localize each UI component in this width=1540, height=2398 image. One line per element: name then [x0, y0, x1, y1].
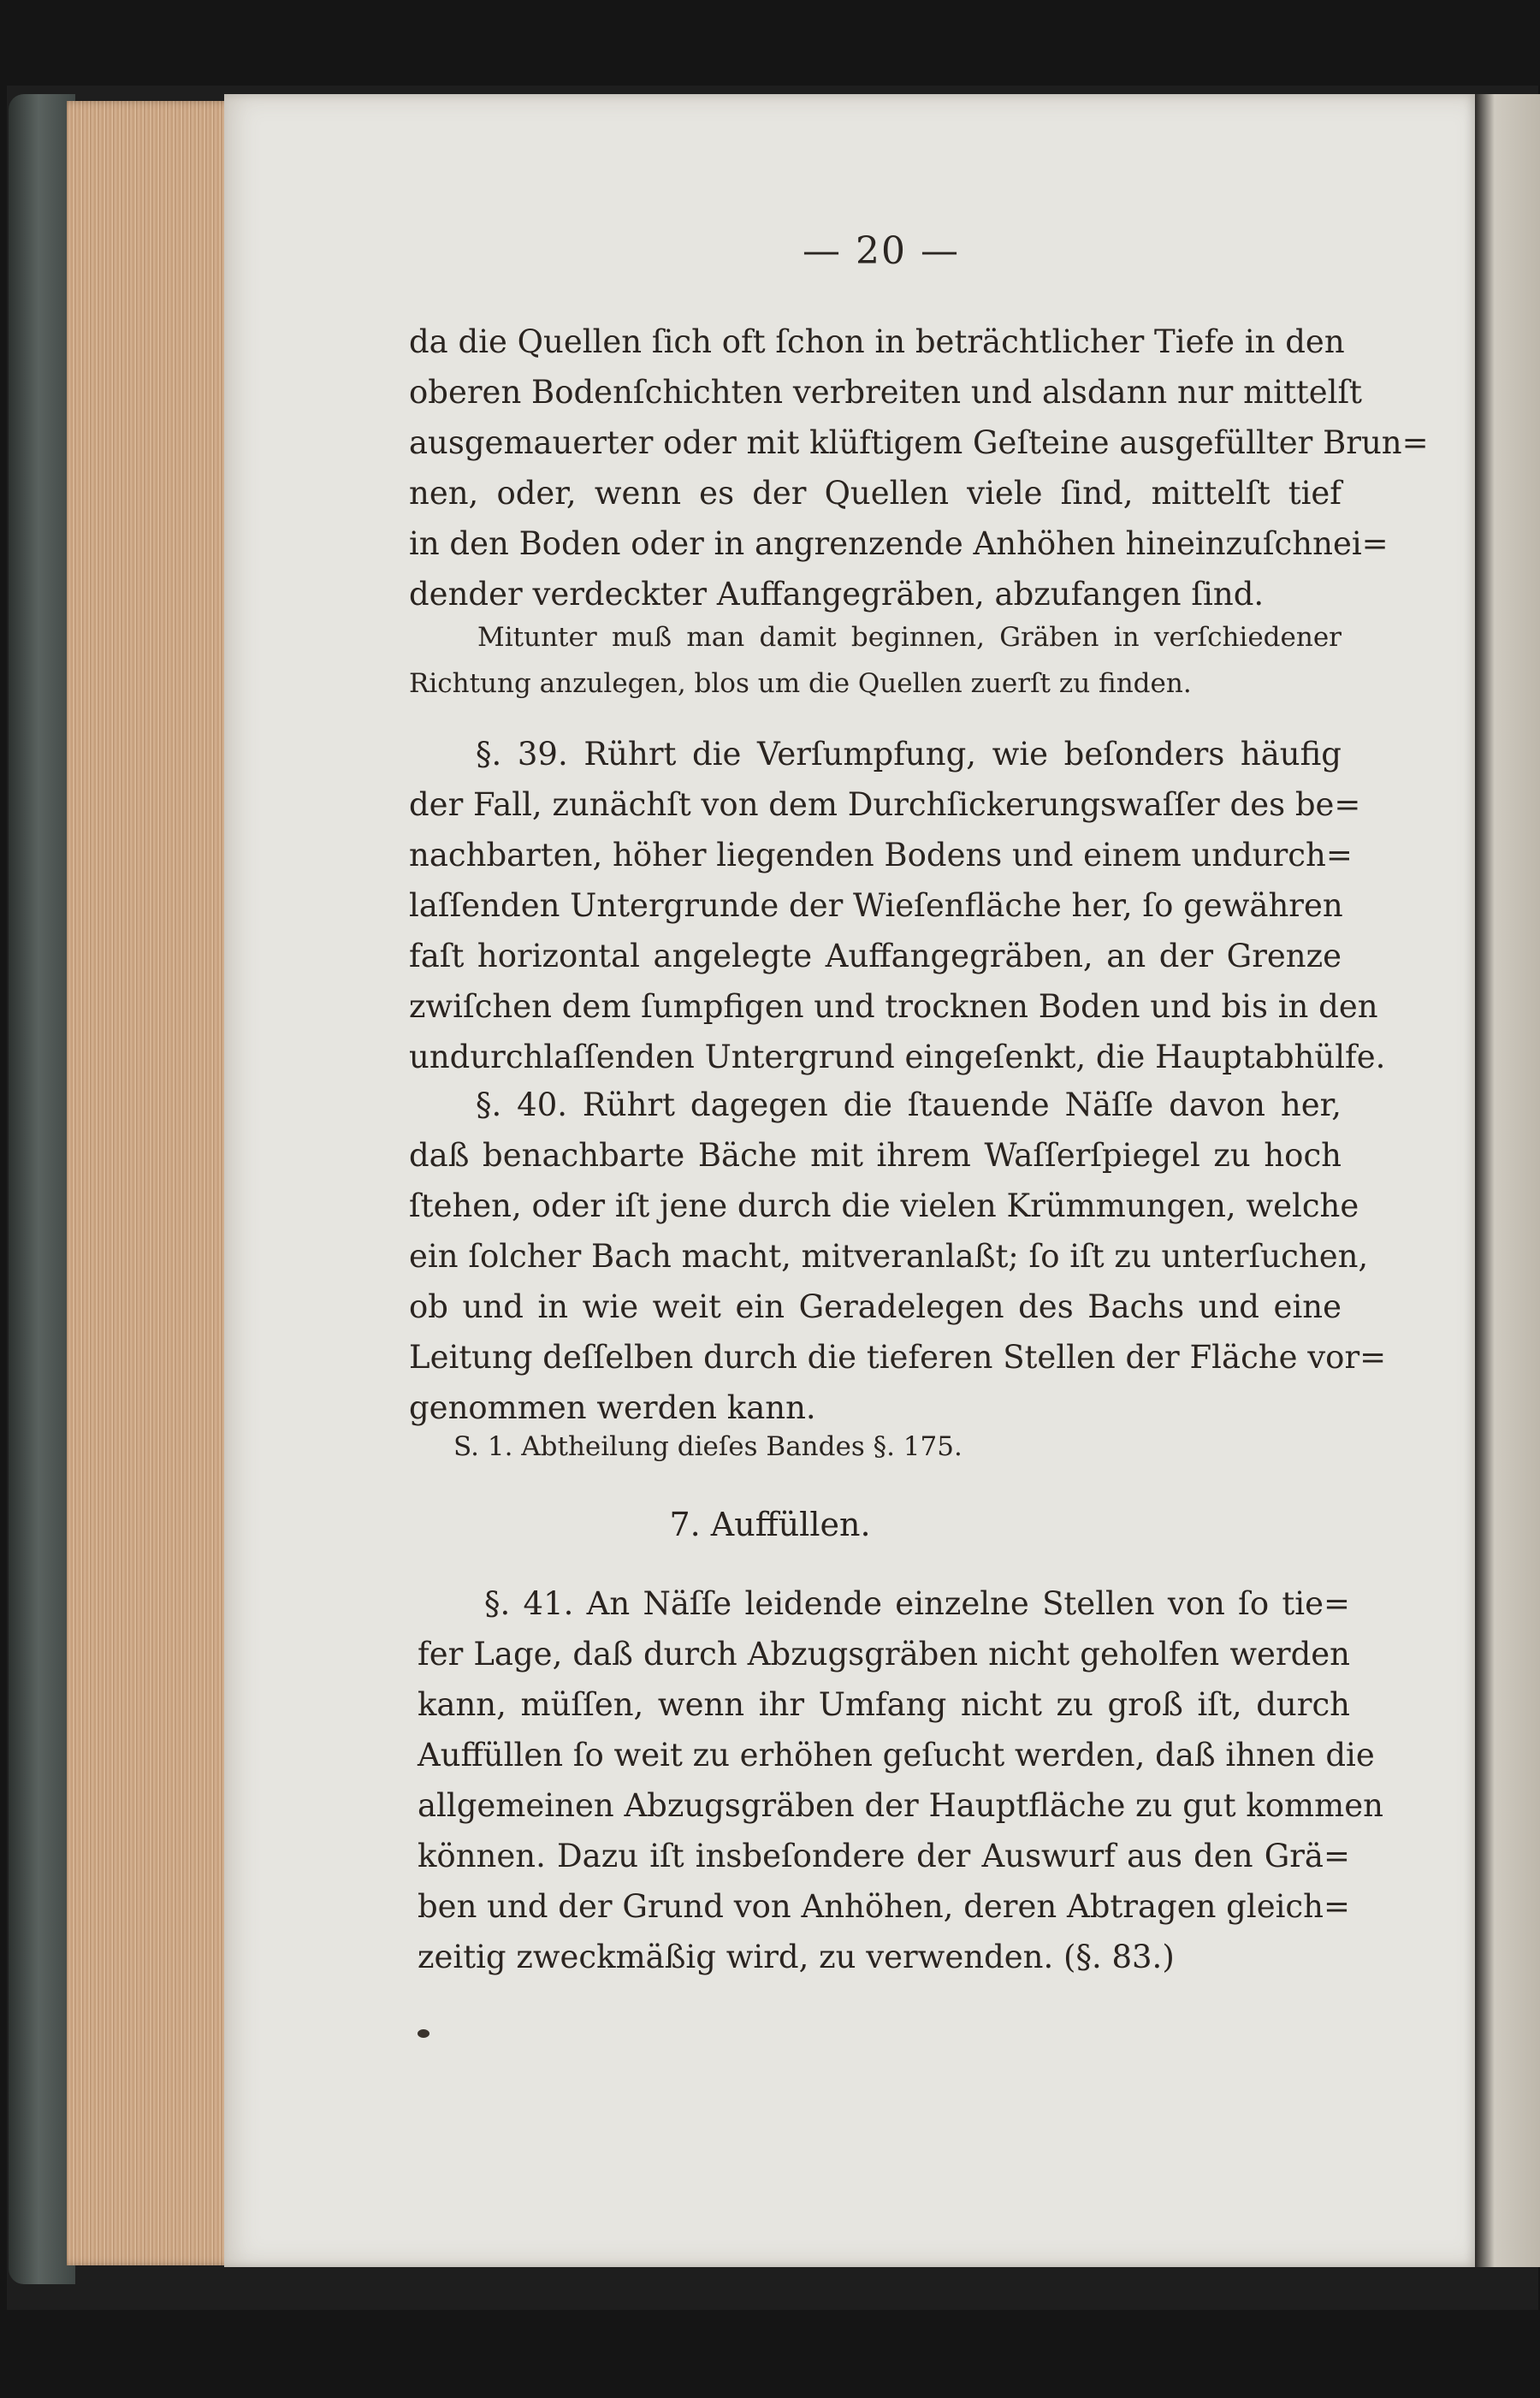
next-page-edge — [1475, 94, 1540, 2267]
text-line: Auffüllen ſo weit zu erhöhen geſucht werden, daß ihnen die — [418, 1737, 1375, 1773]
text-line: §. 40. Rührt dagegen die ſtauende Näſſe davon her, — [476, 1087, 1342, 1123]
text-line: nen, oder, wenn es der Quellen viele ſind, mittelſt tief — [409, 475, 1342, 512]
text-line: in den Boden oder in angrenzende Anhöhen hineinzuſchnei= — [409, 525, 1389, 562]
text-line: undurchlaſſenden Untergrund eingeſenkt, die Hauptabhülfe. — [409, 1039, 1386, 1075]
text-line: fer Lage, daß durch Abzugsgräben nicht geholfen werden — [418, 1636, 1350, 1673]
paragraph-40 — [409, 1080, 1387, 1433]
note-line: Richtung anzulegen, blos um die Quellen zuerſt zu finden. — [409, 668, 1192, 699]
text-line: dender verdeckter Auffangegräben, abzufangen ſind. — [409, 576, 1265, 613]
text-line: ob und in wie weit ein Geradelegen des Bachs und eine — [409, 1288, 1342, 1325]
text-line: faſt horizontal angelegte Auffangegräben, an der Grenze — [409, 938, 1342, 974]
text-line: oberen Bodenſchichten verbreiten und alsdann nur mittelſt — [409, 374, 1363, 411]
page-number: — 20 — — [803, 229, 960, 273]
text-line: daß benachbarte Bäche mit ihrem Waſſerſpiegel zu hoch — [409, 1137, 1342, 1174]
text-line: kann, müſſen, wenn ihr Umfang nicht zu groß iſt, durch — [418, 1686, 1350, 1723]
footnote-2 — [453, 1424, 1386, 1470]
text-line: ſtehen, oder iſt jene durch die vielen Krümmungen, welche — [409, 1187, 1359, 1224]
text-line: §. 39. Rührt die Verſumpfung, wie beſonders häufig — [476, 736, 1342, 773]
book-spine — [9, 94, 75, 2284]
text-line: können. Dazu iſt insbeſondere der Auswurf aus den Grä= — [418, 1838, 1350, 1874]
text-line: da die Quellen ſich oft ſchon in beträchtlicher Tiefe in den — [409, 323, 1345, 360]
text-line: §. 41. An Näſſe leidende einzelne Stellen von ſo tie= — [484, 1585, 1350, 1622]
ink-spot — [418, 2029, 429, 2038]
text-line: allgemeinen Abzugsgräben der Hauptfläche zu gut kommen — [418, 1787, 1383, 1824]
text-line: ein ſolcher Bach macht, mitveranlaßt; ſo iſt zu unterſuchen, — [409, 1238, 1369, 1275]
text-line: zeitig zweckmäßig wird, zu verwenden. (§. 83.) — [418, 1939, 1175, 1975]
paragraph-39 — [409, 729, 1386, 1082]
text-line: ausgemauerter oder mit klüftigem Geſteine ausgefüllter Brun= — [409, 424, 1429, 461]
text-line: zwiſchen dem ſumpfigen und trocknen Boden und bis in den — [409, 988, 1378, 1025]
text-line: genommen werden kann. — [409, 1389, 816, 1426]
text-line: laſſenden Untergrunde der Wieſenfläche her, ſo gewähren — [409, 887, 1343, 924]
paragraph-41 — [418, 1578, 1383, 1982]
text-line: nachbarten, höher liegenden Bodens und einem undurch= — [409, 837, 1353, 873]
note-line: Mitunter muß man damit beginnen, Gräben in verſchiedener — [477, 622, 1342, 653]
note-line: S. 1. Abtheilung dieſes Bandes §. 175. — [453, 1431, 962, 1462]
text-line: Leitung deſſelben durch die tieferen Stellen der Fläche vor= — [409, 1339, 1387, 1376]
paragraph-continued — [409, 317, 1429, 619]
page-edges — [67, 101, 251, 2265]
section-heading: 7. Auffüllen. — [669, 1506, 871, 1543]
footnote-1 — [409, 614, 1342, 707]
text-line: der Fall, zunächſt von dem Durchſickerungswaſſer des be= — [409, 786, 1361, 823]
text-line: ben und der Grund von Anhöhen, deren Abtragen gleich= — [418, 1888, 1350, 1925]
